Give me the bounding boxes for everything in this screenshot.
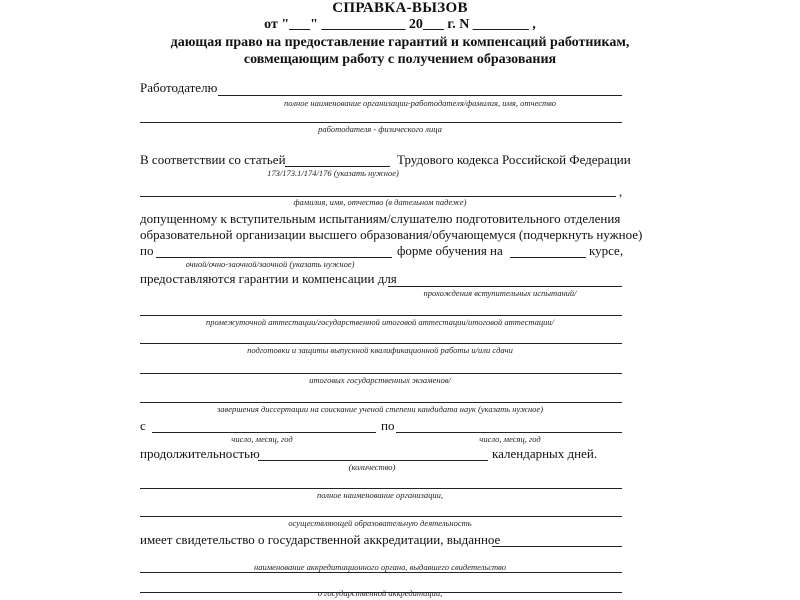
organization-caption-2: осуществляющей образовательную деятельность [288, 518, 472, 528]
document-title: СПРАВКА-ВЫЗОВ [332, 0, 468, 16]
article-text-start: В соответствии со статьей [140, 152, 286, 167]
period-from-caption: число, месяц, год [231, 434, 293, 444]
employer-caption-2: работодателя - физического лица [318, 124, 442, 134]
document-subtitle-line2: совмещающим работу с получением образования [243, 52, 557, 67]
accreditation-line-2[interactable] [140, 572, 622, 573]
person-comma: , [619, 184, 623, 199]
guarantees-line-3[interactable] [140, 343, 622, 344]
study-form-line[interactable] [156, 257, 392, 258]
guarantees-purpose-line[interactable] [388, 286, 622, 287]
status-form-text: форме обучения на [397, 243, 503, 258]
employer-name-line[interactable] [218, 95, 622, 96]
document-dateline: от "___" ____________ 20___ г. N ________ , [264, 17, 536, 32]
duration-caption: (количество) [348, 462, 396, 472]
status-course-text: курсе, [589, 243, 624, 258]
guarantees-caption-3: подготовки и защиты выпускной квалификационной работы и/или сдачи [247, 345, 513, 355]
employer-caption-1: полное наименование организации-работодателя/фамилия, имя, отчество [284, 98, 556, 108]
organization-name-line[interactable] [140, 488, 622, 489]
guarantees-text: предоставляются гарантии и компенсации для [140, 271, 397, 286]
duration-days-line[interactable] [258, 460, 488, 461]
guarantees-caption-1: прохождения вступительных испытаний/ [423, 288, 577, 298]
status-po: по [140, 243, 154, 258]
accreditation-issuer-line[interactable] [492, 546, 622, 547]
person-caption: фамилия, имя, отчество (в дательном падеже) [293, 197, 467, 207]
article-caption: 173/173.1/174/176 (указать нужное) [267, 168, 399, 178]
article-text-end: Трудового кодекса Российской Федерации [397, 152, 631, 167]
guarantees-caption-2: промежуточной аттестации/государственной итоговой аттестации/итоговой аттестации/ [206, 317, 554, 327]
course-number-line[interactable] [510, 257, 586, 258]
period-to-caption: число, месяц, год [479, 434, 541, 444]
period-to-date-line[interactable] [396, 432, 622, 433]
document-subtitle-line1: дающая право на предоставление гарантий и компенсаций работникам, [170, 35, 630, 50]
organization-name-line-2[interactable] [140, 516, 622, 517]
guarantees-line-2[interactable] [140, 315, 622, 316]
status-line-1: допущенному к вступительным испытаниям/слушателю подготовительного отделения [140, 211, 621, 226]
status-line-2: образовательной организации высшего образования/обучающемуся (подчеркнуть нужное) [140, 227, 643, 242]
article-number-line[interactable] [285, 166, 390, 167]
organization-caption-1: полное наименование организации, [317, 490, 443, 500]
duration-label: продолжительностью [140, 446, 260, 461]
guarantees-line-4[interactable] [140, 373, 622, 374]
accreditation-text: имеет свидетельство о государственной аккредитации, выданное [140, 532, 501, 547]
duration-unit: календарных дней. [492, 446, 598, 461]
employer-name-line-2[interactable] [140, 122, 622, 123]
period-from-label: с [140, 418, 146, 433]
guarantees-line-5[interactable] [140, 402, 622, 403]
guarantees-caption-5: завершения диссертации на соискание ученой степени кандидата наук (указать нужное) [216, 404, 544, 414]
status-caption: очной/очно-заочной/заочной (указать нужное) [185, 259, 355, 269]
organization-caption-4: о государственной аккредитации, [317, 588, 443, 598]
organization-caption-3: наименование аккредитационного органа, выдавшего свидетельство [254, 562, 506, 572]
period-from-date-line[interactable] [152, 432, 376, 433]
guarantees-caption-4: итоговых государственных экзаменов/ [309, 375, 451, 385]
period-to-label: по [381, 418, 395, 433]
employer-label: Работодателю [140, 80, 218, 95]
